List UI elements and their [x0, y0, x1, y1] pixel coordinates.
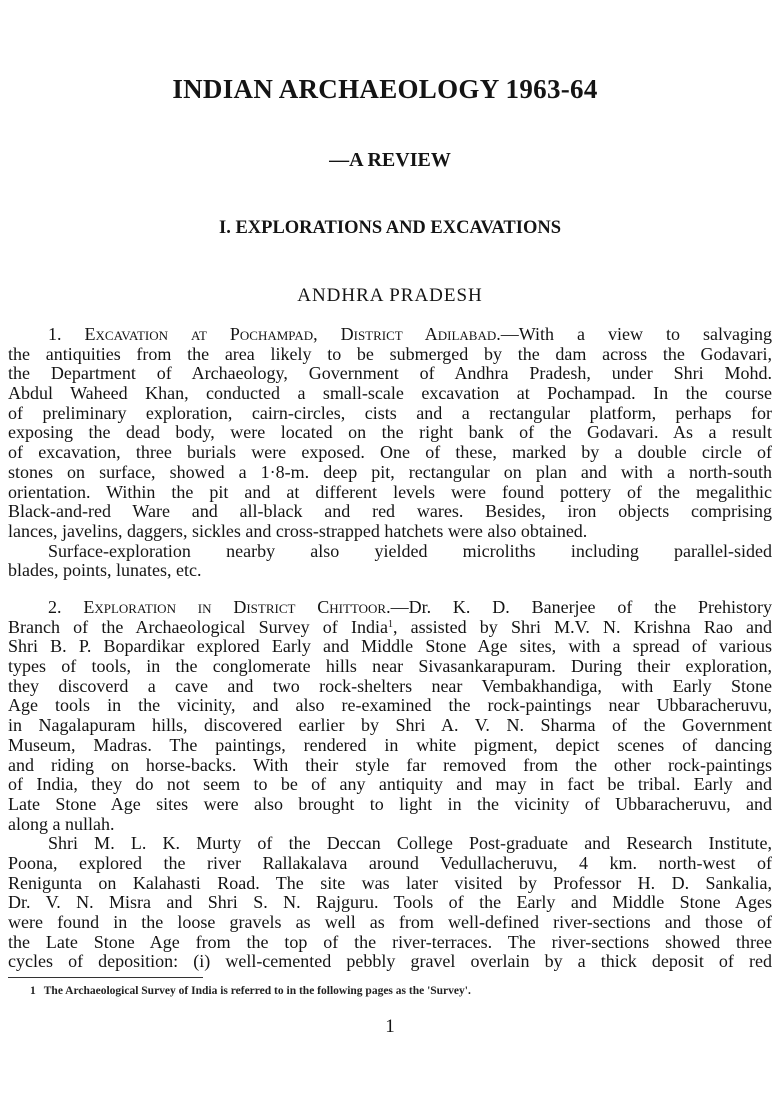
text-block — [8, 542, 772, 581]
text-line: of excavation, three burials were exposed. One of these, marked by a double circle of — [8, 443, 772, 463]
footnote-reference[interactable]: 1 — [387, 618, 393, 630]
text-line: Museum, Madras. The paintings, rendered in white pigment, depict scenes of dancing — [8, 735, 772, 755]
text-line: Renigunta on Kalahasti Road. The site was later visited by Professor H. D. Sankalia, — [8, 873, 772, 893]
text-line: exposing the dead body, were located on the right bank of the Godavari. As a result — [8, 423, 772, 443]
text-line: Surface-exploration nearby also yielded microliths including parallel-sided — [48, 541, 772, 561]
paragraph-first-line — [8, 598, 772, 618]
text-line: orientation. Within the pit and at different levels were found pottery of the megalithic — [8, 482, 772, 502]
text-line: Shri M. L. K. Murty of the Deccan College Post-graduate and Research Institute, — [48, 834, 772, 854]
section-heading: I. EXPLORATIONS AND EXCAVATIONS — [219, 218, 561, 238]
text-line: types of tools, in the conglomerate hills near Sivasankarapuram. During their exploration, — [8, 657, 772, 677]
footnote — [30, 985, 471, 997]
text-block — [8, 345, 772, 542]
page-subtitle: —A REVIEW — [329, 149, 451, 171]
text-line: of preliminary exploration, cairn-circles, cists and a rectangular platform, perhaps for — [8, 403, 772, 423]
text-line: the antiquities from the area likely to be submerged by the dam across the Godavari, — [8, 344, 772, 364]
text-line: Dr. V. N. Misra and Shri S. N. Rajguru. Tools of the Early and Middle Stone Ages — [8, 893, 772, 913]
state-heading: ANDHRA PRADESH — [297, 285, 483, 306]
text-line: lances, javelins, daggers, sickles and cross-strapped hatchets were also obtained. — [8, 521, 588, 541]
paragraph-number: 2. — [48, 598, 84, 617]
text-run: Branch of the Archaeological Survey of India — [8, 617, 388, 637]
text-block — [8, 637, 772, 834]
text-line: stones on surface, showed a 1·8-m. deep pit, rectangular on plan and with a north-south — [8, 462, 772, 482]
text-line: blades, points, lunates, etc. — [8, 561, 202, 581]
text-run: , assisted by Shri M.V. N. Krishna Rao and — [392, 617, 772, 637]
text-line: Shri B. P. Bopardikar explored Early and Middle Stone Age sites, with a spread of various — [8, 637, 772, 657]
paragraph-number: 1. — [48, 325, 85, 344]
text-line: cycles of deposition: (i) well-cemented pebbly gravel overlain by a thick deposit of red — [8, 952, 772, 972]
paragraph-text: —Dr. K. D. Banerjee of the Prehistory — [390, 598, 772, 617]
paragraph-pochampad — [8, 325, 772, 581]
text-line: the Department of Archaeology, Government of Andhra Pradesh, under Shri Mohd. — [8, 364, 772, 384]
text-line: Poona, explored the river Rallakalava around Vedullacheruvu, 4 km. north-west of — [8, 853, 772, 873]
page-title: INDIAN ARCHAEOLOGY 1963-64 — [172, 74, 598, 104]
page-number: 1 — [385, 1016, 395, 1037]
footnote-number: 1 — [30, 985, 36, 997]
text-line — [8, 618, 772, 638]
text-line: in Nagalapuram hills, discovered earlier by Shri A. V. N. Sharma of the Government — [8, 716, 772, 736]
text-line: they discoverd a cave and two rock-shelters near Vembakhandiga, with Early Stone — [8, 676, 772, 696]
text-line: the Late Stone Age from the top of the river-terraces. The river-sections showed three — [8, 932, 772, 952]
text-line: Age tools in the vicinity, and also re-examined the rock-paintings near Ubbaracheruvu, — [8, 696, 772, 716]
paragraph-text: —With a view to salvaging — [500, 325, 772, 344]
paragraph-heading: Exploration in District Chittoor. — [83, 598, 391, 617]
paragraph-chittoor — [8, 598, 772, 972]
text-line: along a nullah. — [8, 814, 115, 834]
text-line: and riding on horse-backs. With their style far removed from the other rock-paintings — [8, 755, 772, 775]
paragraph-first-line — [8, 325, 772, 345]
text-line: were found in the loose gravels as well as from well-defined river-sections and those of — [8, 913, 772, 932]
text-line: of India, they do not seem to be of any antiquity and may in fact be tribal. Early and — [8, 775, 772, 795]
footnote-divider — [8, 977, 203, 978]
footnote-text: The Archaeological Survey of India is referred to in the following pages as the 'Survey'. — [43, 985, 471, 997]
paragraph-heading: Excavation at Pochampad, District Adilabad. — [84, 325, 501, 344]
text-block — [8, 834, 772, 972]
text-line: Black-and-red Ware and all-black and red wares. Besides, iron objects comprising — [8, 502, 772, 522]
text-line: Abdul Waheed Khan, conducted a small-scale excavation at Pochampad. In the course — [8, 384, 772, 404]
text-line: Late Stone Age sites were also brought to light in the vicinity of Ubbaracheruvu, and — [8, 794, 772, 814]
